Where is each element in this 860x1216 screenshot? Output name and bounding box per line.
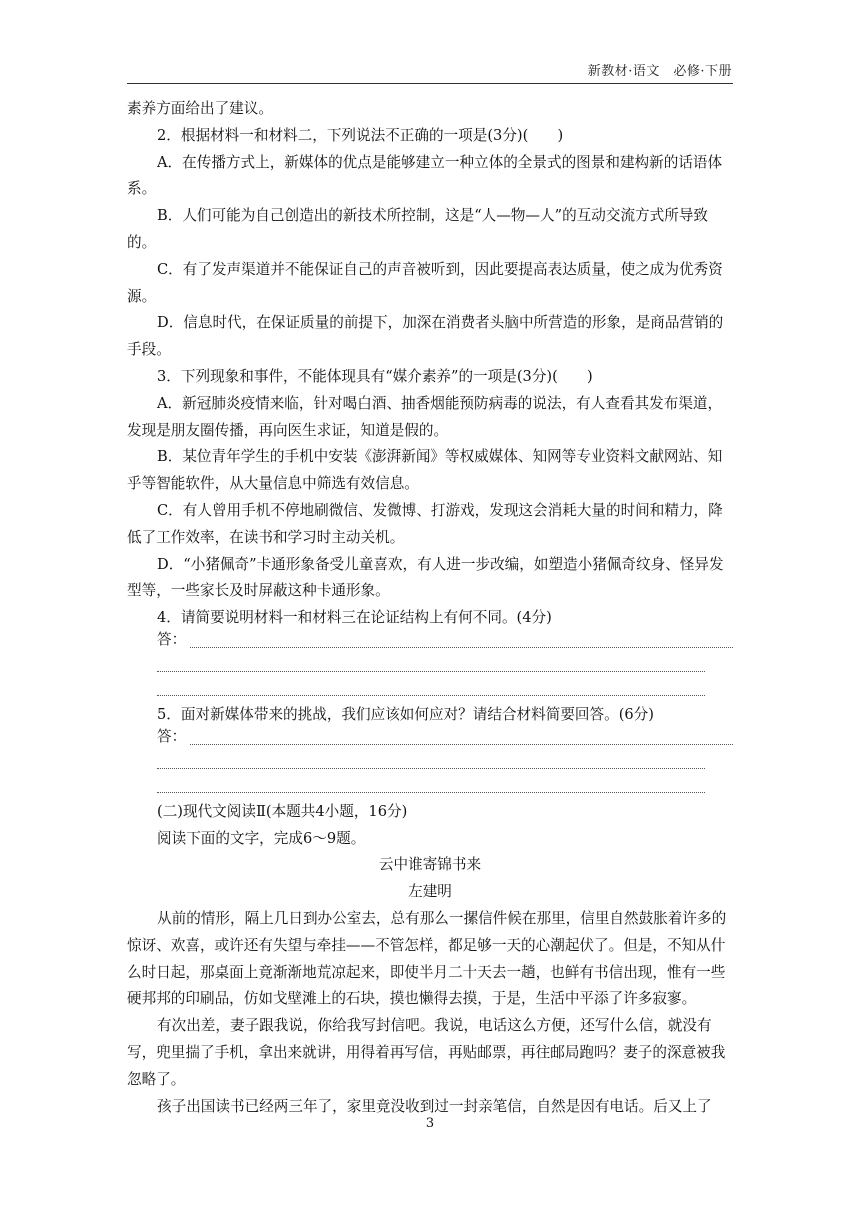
question-3-option-d: D．“小猪佩奇”卡通形象备受儿童喜欢，有人进一步改编，如塑造小猪佩奇纹身、怪异发型等，一些家长及时屏蔽这种卡通形象。	[127, 555, 724, 600]
article-paragraph-1: 从前的情形，隔上几日到办公室去，总有那么一摞信件候在那里，信里自然鼓胀着许多的惊讶、欢喜，或许还有失望与牵挂——不管怎样，都足够一天的心潮起伏了。但是，不知从什么时日起，那桌面上竟渐渐地荒凉起来，即使半月二十天去一趟，也鲜有书信出现，惟有一些硬邦邦的印刷品，仿如戈壁滩上的石块，摸也懒得去摸，于是，生活中平添了许多寂寥。	[127, 909, 727, 1008]
paragraph-fragment: 素养方面给出了建议。	[127, 100, 273, 117]
answer-label: 答：	[157, 631, 187, 649]
article-title: 云中谁寄锦书来	[378, 856, 482, 874]
article-paragraph-2: 有次出差，妻子跟我说，你给我写封信吧。我说，电话这么方便，还写什么信，就没有写，兜里揣了手机，拿出来就讲，用得着再写信，再贴邮票，再往邮局跑吗？妻子的深意被我忽略了。	[127, 1017, 726, 1088]
answer-dotted-line[interactable]	[157, 654, 705, 672]
page-number: 3	[425, 1116, 435, 1131]
question-3-option-b: B．某位青年学生的手机中安装《澎湃新闻》等权威媒体、知网等专业资料文献网站、知乎等智能软件，从大量信息中筛选有效信息。	[127, 448, 723, 493]
header-divider	[127, 83, 733, 84]
question-3-option-a: A．新冠肺炎疫情来临，针对喝白酒、抽香烟能预防病毒的说法，有人查看其发布渠道，发现是朋友圈传播，再向医生求证，知道是假的。	[127, 394, 723, 439]
question-2-option-b: B．人们可能为自己创造出的新技术所控制，这是“人—物—人”的互动交流方式所导致的。	[127, 207, 709, 251]
article-paragraph-3: 孩子出国读书已经两三年了，家里竟没收到过一封亲笔信，自然是因有电话。后又上了	[157, 1097, 712, 1115]
answer-dotted-line[interactable]	[157, 775, 705, 793]
running-header: 新教材·语文 必修·下册	[587, 64, 732, 79]
page-body	[127, 96, 733, 1120]
question-2-option-a: A．在传播方式上，新媒体的优点是能够建立一种立体的全景式的图景和建构新的话语体系。	[127, 153, 723, 198]
reading-instruction: 阅读下面的文字，完成6～9题。	[157, 829, 366, 847]
question-2-option-c: C．有了发声渠道并不能保证自己的声音被听到，因此要提高表达质量，使之成为优秀资源。	[127, 260, 723, 305]
question-3-option-c: C．有人曾用手机不停地刷微信、发微博、打游戏，发现这会消耗大量的时间和精力，降低了工作效率，在读书和学习时主动关机。	[127, 501, 723, 546]
answer-label: 答：	[157, 727, 187, 745]
answer-dotted-line	[190, 647, 733, 648]
question-5: 5．面对新媒体带来的挑战，我们应该如何应对？请结合材料简要回答。(6分)	[157, 705, 654, 723]
section-heading: (二)现代文阅读Ⅱ(本题共4小题，16分)	[157, 802, 408, 820]
answer-line-q5[interactable]	[127, 729, 733, 751]
question-3: 3．下列现象和事件，不能体现具有“媒介素养”的一项是(3分)( )	[157, 367, 593, 385]
question-2-option-d: D．信息时代，在保证质量的前提下，加深在消费者头脑中所营造的形象，是商品营销的手段。	[127, 314, 724, 359]
answer-line-q4[interactable]	[127, 632, 733, 654]
article-author: 左建明	[408, 883, 452, 901]
answer-dotted-line[interactable]	[157, 678, 705, 696]
answer-dotted-line[interactable]	[157, 751, 705, 769]
question-2: 2．根据材料一和材料二，下列说法不正确的一项是(3分)( )	[157, 126, 564, 144]
answer-dotted-line	[190, 744, 733, 745]
question-4: 4．请简要说明材料一和材料三在论证结构上有何不同。(4分)	[157, 609, 552, 627]
